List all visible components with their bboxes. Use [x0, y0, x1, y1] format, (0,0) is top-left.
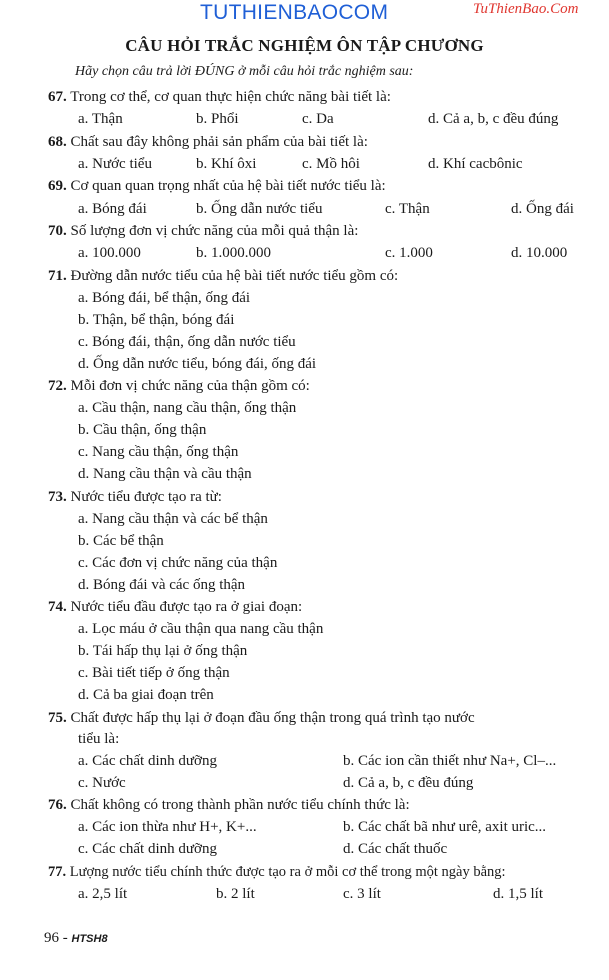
option: a. Nang cầu thận và các bể thận	[78, 511, 268, 527]
question-stem	[48, 599, 302, 616]
option: d. 10.000	[511, 245, 568, 261]
question-number: 76.	[48, 797, 67, 813]
question-stem	[48, 797, 410, 814]
option: c. Da	[302, 111, 334, 127]
question-text: Chất được hấp thụ lại ở đoạn đầu ống thận trong quá trình tạo nước	[70, 710, 475, 726]
question-number: 77.	[48, 864, 67, 880]
question-number: 74.	[48, 599, 67, 615]
option: c. Các đơn vị chức năng của thận	[78, 555, 278, 571]
option: a. 2,5 lít	[78, 886, 128, 902]
question-stem	[48, 710, 475, 727]
question-text: Mỗi đơn vị chức năng của thận gồm có:	[70, 378, 310, 394]
question-number: 67.	[48, 89, 67, 105]
option: c. Bài tiết tiếp ở ống thận	[78, 665, 230, 681]
option: c. Mồ hôi	[302, 156, 360, 172]
question-number: 71.	[48, 268, 67, 284]
instruction: Hãy chọn câu trả lời ĐÚNG ở mỗi câu hỏi trắc nghiệm sau:	[75, 64, 414, 79]
question-number: 69.	[48, 178, 67, 194]
question-text: Đường dẫn nước tiểu của hệ bài tiết nước tiểu gồm có:	[70, 268, 399, 284]
question-text: Chất sau đây không phải sản phẩm của bài tiết là:	[70, 134, 368, 150]
option: d. 1,5 lít	[493, 886, 544, 902]
option: b. Thận, bể thận, bóng đái	[78, 312, 235, 328]
question-number: 73.	[48, 489, 67, 505]
question-stem	[48, 223, 358, 240]
question-text: Số lượng đơn vị chức năng của mỗi quả thận là:	[70, 223, 359, 239]
option: b. Cầu thận, ống thận	[78, 422, 207, 438]
option: a. Bóng đái	[78, 201, 147, 217]
question-text-continued: tiểu là:	[78, 731, 120, 747]
page-title: CÂU HỎI TRẮC NGHIỆM ÔN TẬP CHƯƠNG	[125, 36, 484, 55]
question-stem	[48, 134, 368, 151]
option: c. Bóng đái, thận, ống dẫn nước tiểu	[78, 334, 296, 350]
option: d. Cả ba giai đoạn trên	[78, 687, 214, 703]
question-text: Chất không có trong thành phần nước tiểu chính thức là:	[70, 797, 410, 813]
question-stem	[48, 178, 386, 195]
option: a. Thận	[78, 111, 123, 127]
option: d. Ống dẫn nước tiểu, bóng đái, ống đái	[78, 356, 317, 372]
option: b. Khí ôxi	[196, 156, 257, 172]
question-number: 70.	[48, 223, 67, 239]
option: b. Ống dẫn nước tiểu	[196, 201, 323, 217]
question-number: 72.	[48, 378, 67, 394]
option: a. Lọc máu ở cầu thận qua nang cầu thận	[78, 621, 324, 637]
option: b. 1.000.000	[196, 245, 271, 261]
question-stem	[48, 89, 391, 106]
option: b. Các ion cần thiết như Na+, Cl–...	[343, 753, 557, 769]
option: d. Cả a, b, c đều đúng	[428, 111, 559, 127]
option: d. Các chất thuốc	[343, 841, 448, 857]
watermark-left: TUTHIENBAOCOM	[200, 1, 389, 24]
page-footer	[44, 930, 108, 947]
question-text: Lượng nước tiểu chính thức được tạo ra ở mỗi cơ thể trong một ngày bằng:	[69, 864, 506, 880]
question-stem	[48, 378, 310, 395]
option: d. Nang cầu thận và cầu thận	[78, 466, 252, 482]
question-text: Nước tiểu được tạo ra từ:	[70, 489, 222, 505]
question-number: 68.	[48, 134, 67, 150]
watermark-right: TuThienBao.Com	[473, 1, 579, 17]
option: a. Các ion thừa như H+, K+...	[78, 819, 257, 835]
option: a. Các chất dinh dưỡng	[78, 753, 217, 769]
question-stem	[48, 489, 222, 506]
option: a. Nước tiểu	[78, 156, 152, 172]
option: a. Bóng đái, bể thận, ống đái	[78, 290, 251, 306]
option: a. 100.000	[78, 245, 141, 261]
option: c. Thận	[385, 201, 430, 217]
question-stem	[48, 864, 506, 881]
option: c. 1.000	[385, 245, 433, 261]
option: d. Ống đái	[511, 201, 574, 217]
question-stem	[48, 268, 398, 285]
option: d. Bóng đái và các ống thận	[78, 577, 246, 593]
option: c. Các chất dinh dưỡng	[78, 841, 217, 857]
option: c. Nước	[78, 775, 126, 791]
option: b. Các bể thận	[78, 533, 164, 549]
book-code: HTSH8	[71, 933, 108, 945]
option: d. Cả a, b, c đều đúng	[343, 775, 474, 791]
option: b. Phổi	[196, 111, 239, 127]
option: b. Các chất bã như urê, axit uric...	[343, 819, 547, 835]
option: b. Tái hấp thụ lại ở ống thận	[78, 643, 248, 659]
question-text: Trong cơ thể, cơ quan thực hiện chức năng bài tiết là:	[70, 89, 391, 105]
option: a. Cầu thận, nang cầu thận, ống thận	[78, 400, 297, 416]
option: b. 2 lít	[216, 886, 255, 902]
question-number: 75.	[48, 710, 67, 726]
question-text: Cơ quan quan trọng nhất của hệ bài tiết nước tiểu là:	[70, 178, 386, 194]
question-text: Nước tiểu đầu được tạo ra ở giai đoạn:	[70, 599, 303, 615]
page-number: 96 -	[44, 930, 68, 946]
option: c. 3 lít	[343, 886, 381, 902]
option: d. Khí cacbônic	[428, 156, 523, 172]
option: c. Nang cầu thận, ống thận	[78, 444, 239, 460]
